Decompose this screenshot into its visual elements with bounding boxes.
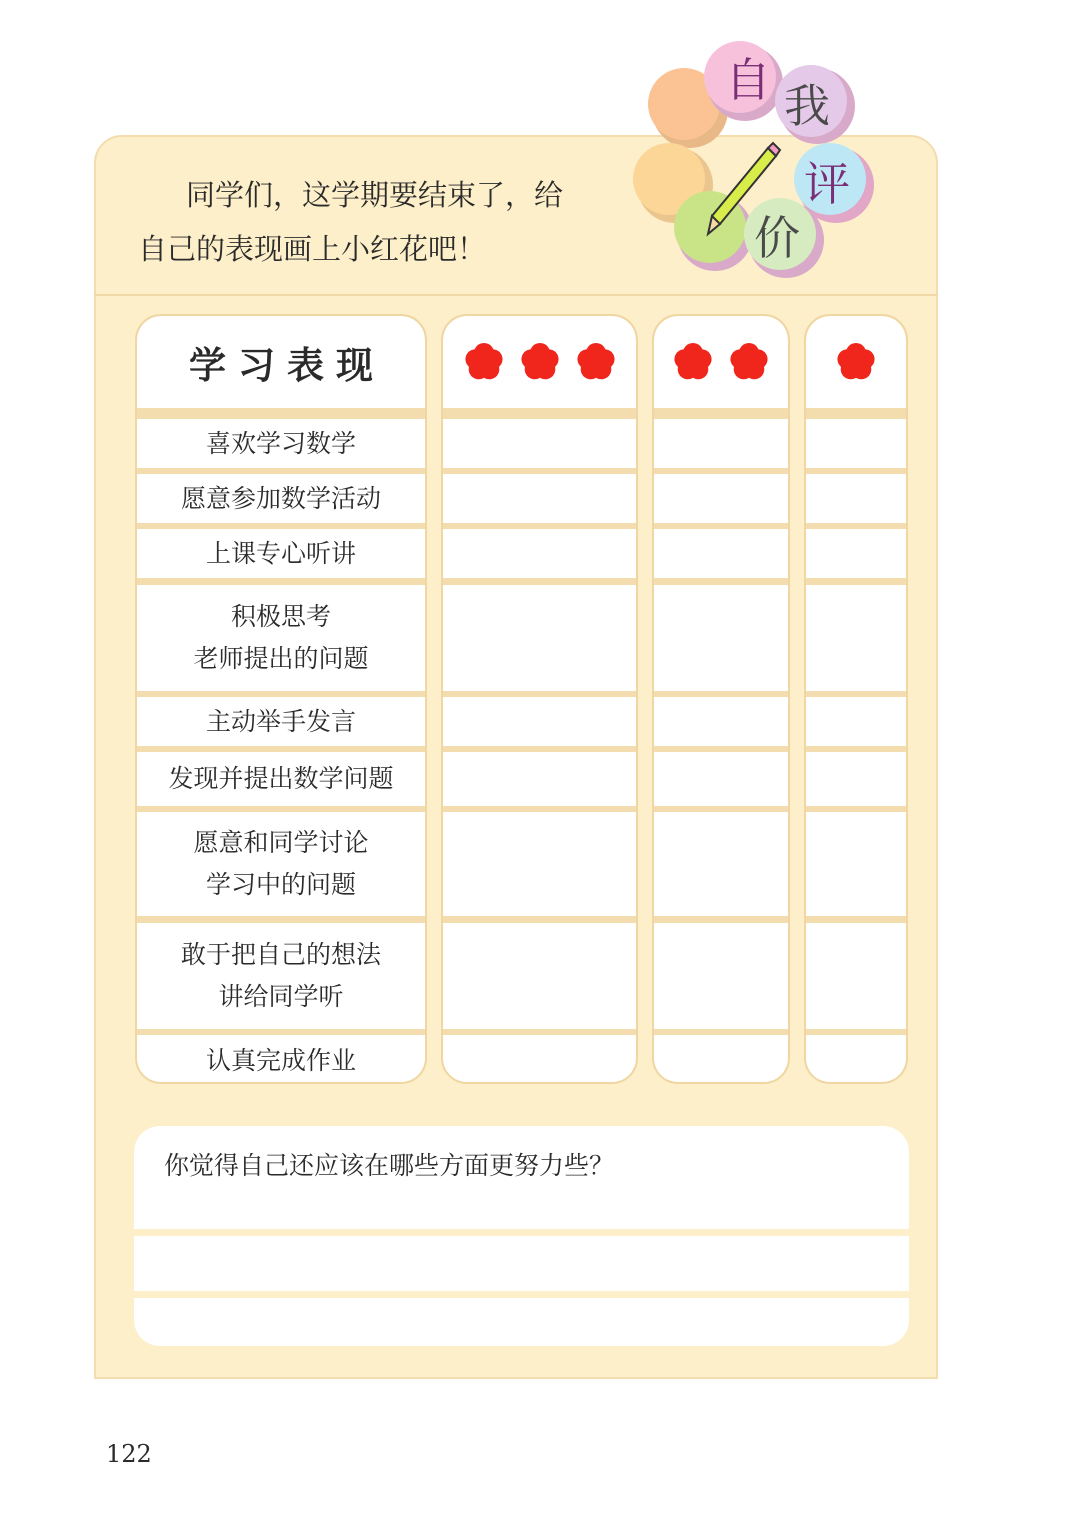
- badge-char-wo: 我: [784, 79, 830, 133]
- behavior-column: [135, 314, 427, 1084]
- rating-cell[interactable]: [654, 474, 788, 523]
- table-row: 认真完成作业: [137, 1035, 425, 1084]
- red-flower-icon: [673, 342, 713, 382]
- rating-cell[interactable]: [806, 923, 906, 1029]
- rating-cell[interactable]: [443, 812, 636, 916]
- rating-cell[interactable]: [806, 419, 906, 468]
- rating-cell[interactable]: [443, 923, 636, 1029]
- one-flower-column: [804, 314, 908, 1084]
- rating-cell[interactable]: [654, 923, 788, 1029]
- flower-group: [654, 316, 788, 408]
- table-row: 敢于把自己的想法 讲给同学听: [137, 923, 425, 1029]
- rating-cell[interactable]: [654, 419, 788, 468]
- rating-cell[interactable]: [806, 529, 906, 578]
- red-flower-icon: [576, 342, 616, 382]
- rating-cell[interactable]: [443, 474, 636, 523]
- rating-cell[interactable]: [806, 474, 906, 523]
- rating-cell[interactable]: [806, 1035, 906, 1084]
- red-flower-icon: [729, 342, 769, 382]
- rating-cell[interactable]: [443, 529, 636, 578]
- three-flower-column: [441, 314, 638, 1084]
- behavior-header: 学习表现: [189, 344, 385, 387]
- three-flower-header: [443, 316, 636, 408]
- badge-char-jia: 价: [754, 211, 800, 265]
- table-row: 主动举手发言: [137, 697, 425, 746]
- rating-cell[interactable]: [654, 529, 788, 578]
- answer-line: [134, 1291, 909, 1298]
- rating-cell[interactable]: [654, 585, 788, 691]
- intro-line-1: 同学们，这学期要结束了，给: [186, 178, 564, 212]
- table-row: 上课专心听讲: [137, 529, 425, 578]
- rating-cell[interactable]: [443, 419, 636, 468]
- rating-cell[interactable]: [806, 697, 906, 746]
- rating-cell[interactable]: [806, 752, 906, 806]
- reflection-question: 你觉得自己还应该在哪些方面更努力些？: [164, 1151, 615, 1180]
- rating-cell[interactable]: [654, 812, 788, 916]
- table-row: 愿意和同学讨论 学习中的问题: [137, 812, 425, 916]
- rating-cell[interactable]: [654, 752, 788, 806]
- page-number: 122: [106, 1440, 152, 1468]
- red-flower-icon: [520, 342, 560, 382]
- flower-group: [443, 316, 636, 408]
- red-flower-icon: [836, 342, 876, 382]
- rating-cell[interactable]: [443, 1035, 636, 1084]
- table-row: 发现并提出数学问题: [137, 752, 425, 806]
- table-row: 积极思考 老师提出的问题: [137, 585, 425, 691]
- rating-cell[interactable]: [654, 1035, 788, 1084]
- two-flower-column: [652, 314, 790, 1084]
- rating-cell[interactable]: [806, 585, 906, 691]
- rating-cell[interactable]: [654, 697, 788, 746]
- behavior-header-cell: [137, 316, 425, 408]
- rating-cell[interactable]: [806, 812, 906, 916]
- one-flower-header: [806, 316, 906, 408]
- intro-line-2: 自己的表现画上小红花吧！: [138, 232, 487, 266]
- rating-cell[interactable]: [443, 752, 636, 806]
- rating-cell[interactable]: [443, 697, 636, 746]
- reflection-box: [134, 1126, 909, 1346]
- self-evaluation-badge: [620, 30, 890, 290]
- answer-line: [134, 1229, 909, 1236]
- red-flower-icon: [464, 342, 504, 382]
- header-divider: [94, 294, 938, 296]
- table-row: 愿意参加数学活动: [137, 474, 425, 523]
- rating-cell[interactable]: [443, 585, 636, 691]
- intro-text: [138, 168, 608, 276]
- badge-char-zi: 自: [725, 53, 771, 107]
- badge-char-ping: 评: [804, 157, 850, 211]
- two-flower-header: [654, 316, 788, 408]
- flower-group: [806, 316, 906, 408]
- table-row: 喜欢学习数学: [137, 419, 425, 468]
